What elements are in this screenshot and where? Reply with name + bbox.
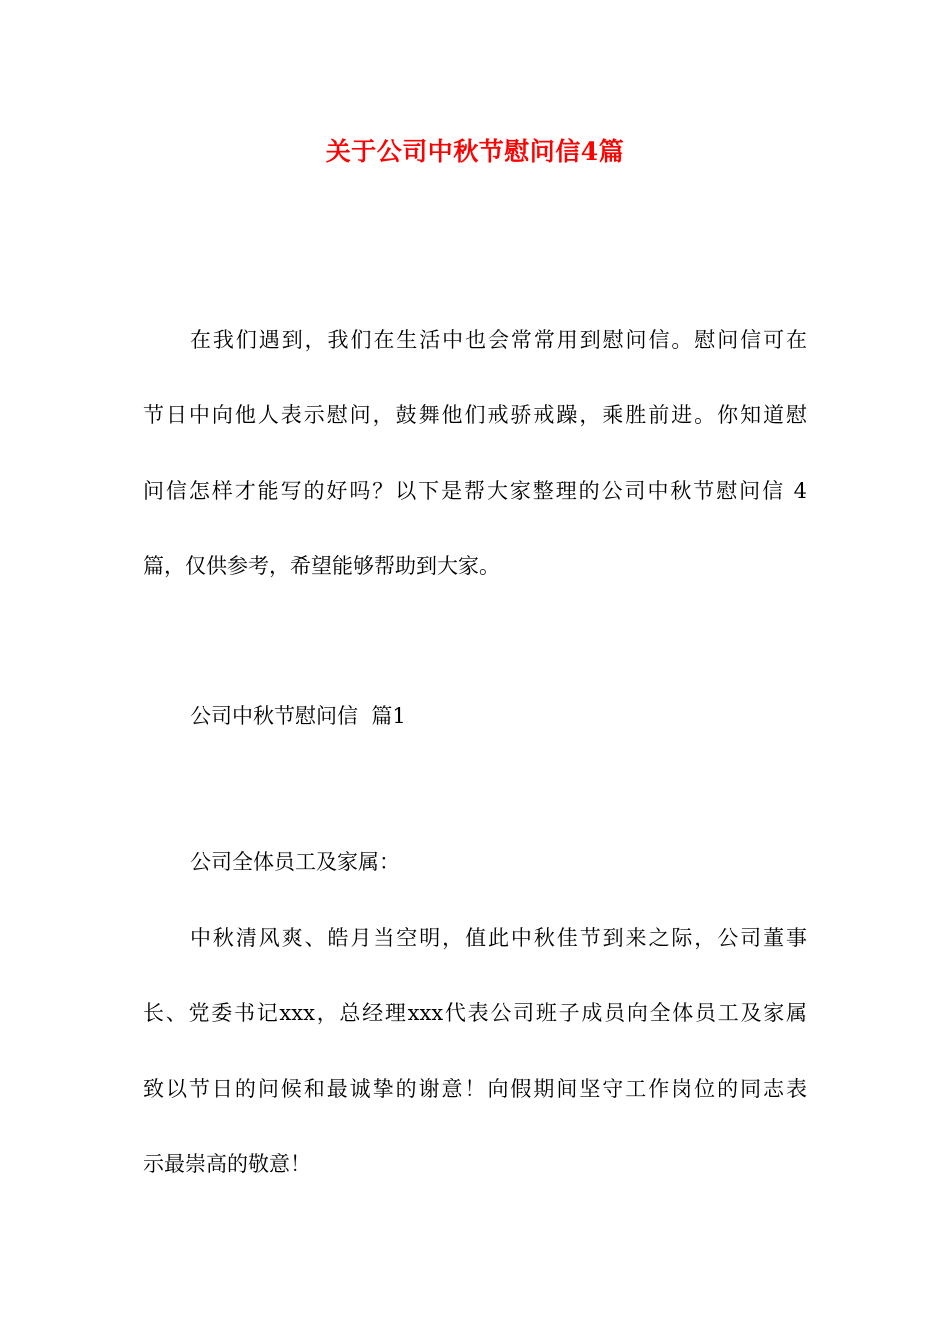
document-title: 关于公司中秋节慰问信4篇: [325, 137, 625, 166]
body-line-2: 长、党委书记xxx，总经理xxx代表公司班子成员向全体员工及家属: [143, 1001, 807, 1025]
body-line-1: 中秋清风爽、皓月当空明，值此中秋佳节到来之际，公司董事: [190, 926, 807, 950]
body-line-4: 示最崇高的敬意！: [143, 1152, 311, 1176]
intro-line-2: 节日中向他人表示慰问，鼓舞他们戒骄戒躁，乘胜前进。你知道慰: [143, 403, 807, 427]
body-line-3: 致以节日的问候和最诚挚的谢意！向假期间坚守工作岗位的同志表: [143, 1077, 807, 1101]
section-heading: 公司中秋节慰问信 篇1: [190, 704, 406, 728]
intro-line-1: 在我们遇到，我们在生活中也会常常用到慰问信。慰问信可在: [190, 328, 807, 352]
intro-line-3: 问信怎样才能写的好吗？以下是帮大家整理的公司中秋节慰问信 4: [143, 479, 807, 503]
salutation: 公司全体员工及家属：: [190, 850, 400, 874]
intro-line-4: 篇，仅供参考，希望能够帮助到大家。: [143, 554, 500, 578]
